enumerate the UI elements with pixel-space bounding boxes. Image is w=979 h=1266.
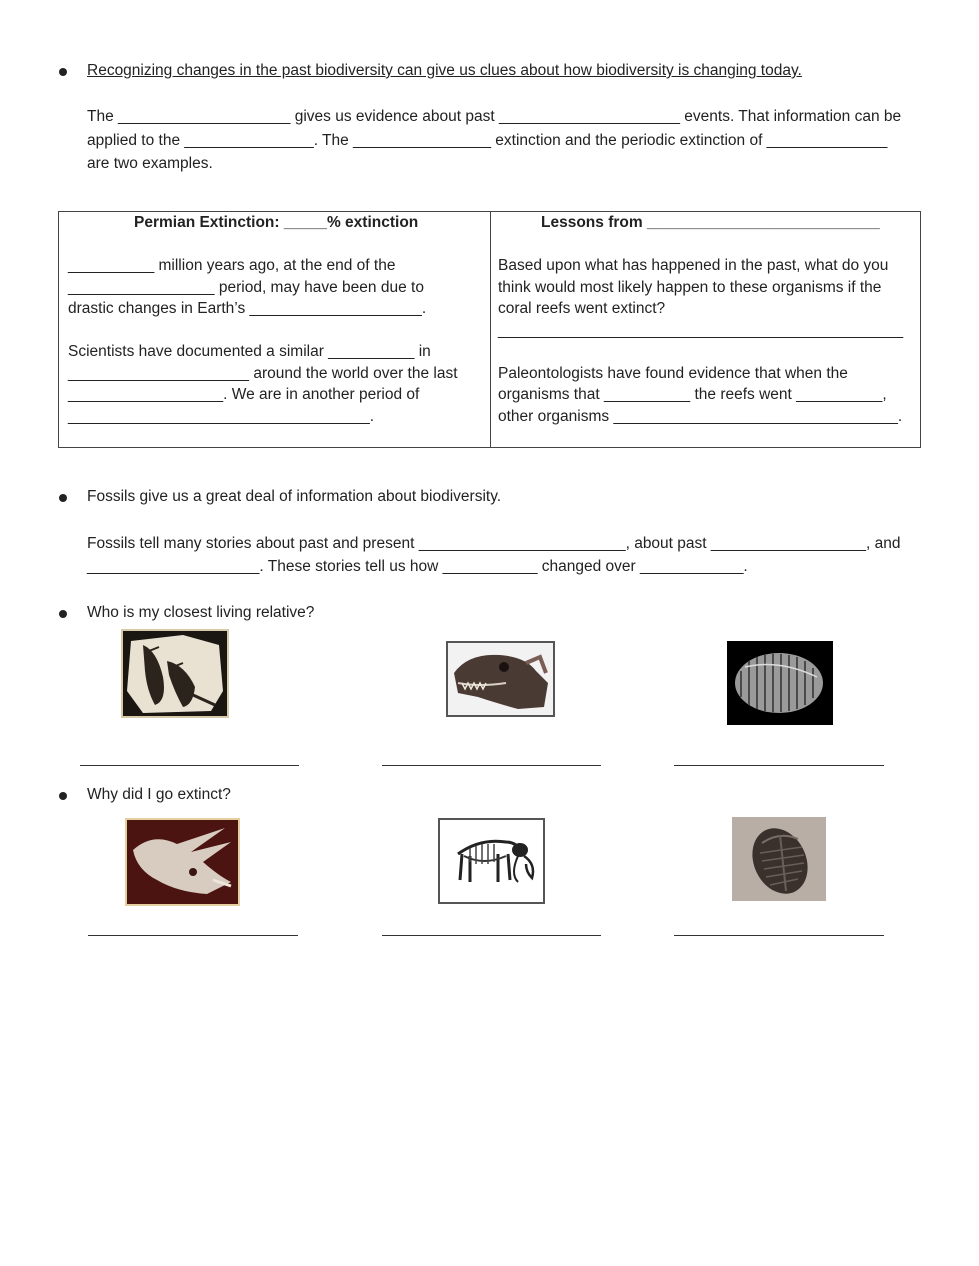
mammoth-skeleton-icon — [440, 820, 543, 902]
section4-heading: Why did I go extinct? — [87, 786, 231, 803]
permian-line-2: _________________ period, may have been due to — [68, 279, 424, 296]
section3-heading: Who is my closest living relative? — [87, 604, 315, 621]
answer-line[interactable] — [80, 765, 299, 767]
section1-para-line-2: applied to the _______________. The ________________ extinction and the periodic extinction of ______________ — [87, 132, 888, 149]
answer-line[interactable] — [382, 765, 601, 767]
bullet — [59, 610, 67, 618]
permian-line-4: Scientists have documented a similar __________ in — [68, 343, 431, 360]
lessons-line-3: coral reefs went extinct? — [498, 300, 666, 317]
section2-para-line-2: ____________________. These stories tell us how ___________ changed over ____________. — [87, 558, 748, 575]
section1-para-line-1: The ____________________ gives us evidence about past _____________________ events. That information can be — [87, 108, 902, 125]
trilobite-icon — [732, 817, 826, 901]
permian-line-3: drastic changes in Earth’s ____________________. — [68, 300, 427, 317]
fossil-shell-icon — [727, 641, 833, 725]
bullet — [59, 792, 67, 800]
t-rex-skull-image — [446, 641, 555, 717]
answer-line[interactable] — [674, 935, 884, 937]
answer-line[interactable] — [382, 935, 601, 937]
lessons-line-5: Paleontologists have found evidence that when the — [498, 365, 848, 382]
lessons-title: Lessons from ___________________________ — [541, 214, 880, 231]
mammoth-skeleton-image — [438, 818, 545, 904]
fossil-shell-image — [727, 641, 833, 725]
triceratops-skull-icon — [127, 820, 238, 904]
fossil-fish-image — [121, 629, 229, 718]
lessons-line-4: _______________________________________________ — [498, 322, 904, 339]
lessons-line-1: Based upon what has happened in the past, what do you — [498, 257, 889, 274]
permian-line-1: __________ million years ago, at the end of the — [68, 257, 396, 274]
fossil-fish-icon — [123, 631, 227, 716]
section2-heading: Fossils give us a great deal of information about biodiversity. — [87, 488, 502, 505]
lessons-line-6: organisms that __________ the reefs went __________, — [498, 386, 887, 403]
table-divider — [490, 212, 491, 447]
answer-line[interactable] — [674, 765, 884, 767]
bullet — [59, 494, 67, 502]
lessons-line-7: other organisms _________________________________. — [498, 408, 903, 425]
permian-line-7: ___________________________________. — [68, 408, 375, 425]
permian-line-5: _____________________ around the world over the last — [68, 365, 458, 382]
bullet — [59, 68, 67, 76]
t-rex-skull-icon — [448, 643, 553, 715]
section1-para-line-3: are two examples. — [87, 155, 213, 172]
lessons-line-2: think would most likely happen to these organisms if the — [498, 279, 882, 296]
permian-title: Permian Extinction: _____% extinction — [134, 214, 419, 231]
triceratops-skull-image — [125, 818, 240, 906]
trilobite-image — [732, 817, 826, 901]
section1-heading: Recognizing changes in the past biodiversity can give us clues about how biodiversity is changing today. — [87, 62, 802, 79]
permian-line-6: __________________. We are in another period of — [68, 386, 420, 403]
section2-para-line-1: Fossils tell many stories about past and present ________________________, about past __________________, and — [87, 535, 901, 552]
answer-line[interactable] — [88, 935, 298, 937]
